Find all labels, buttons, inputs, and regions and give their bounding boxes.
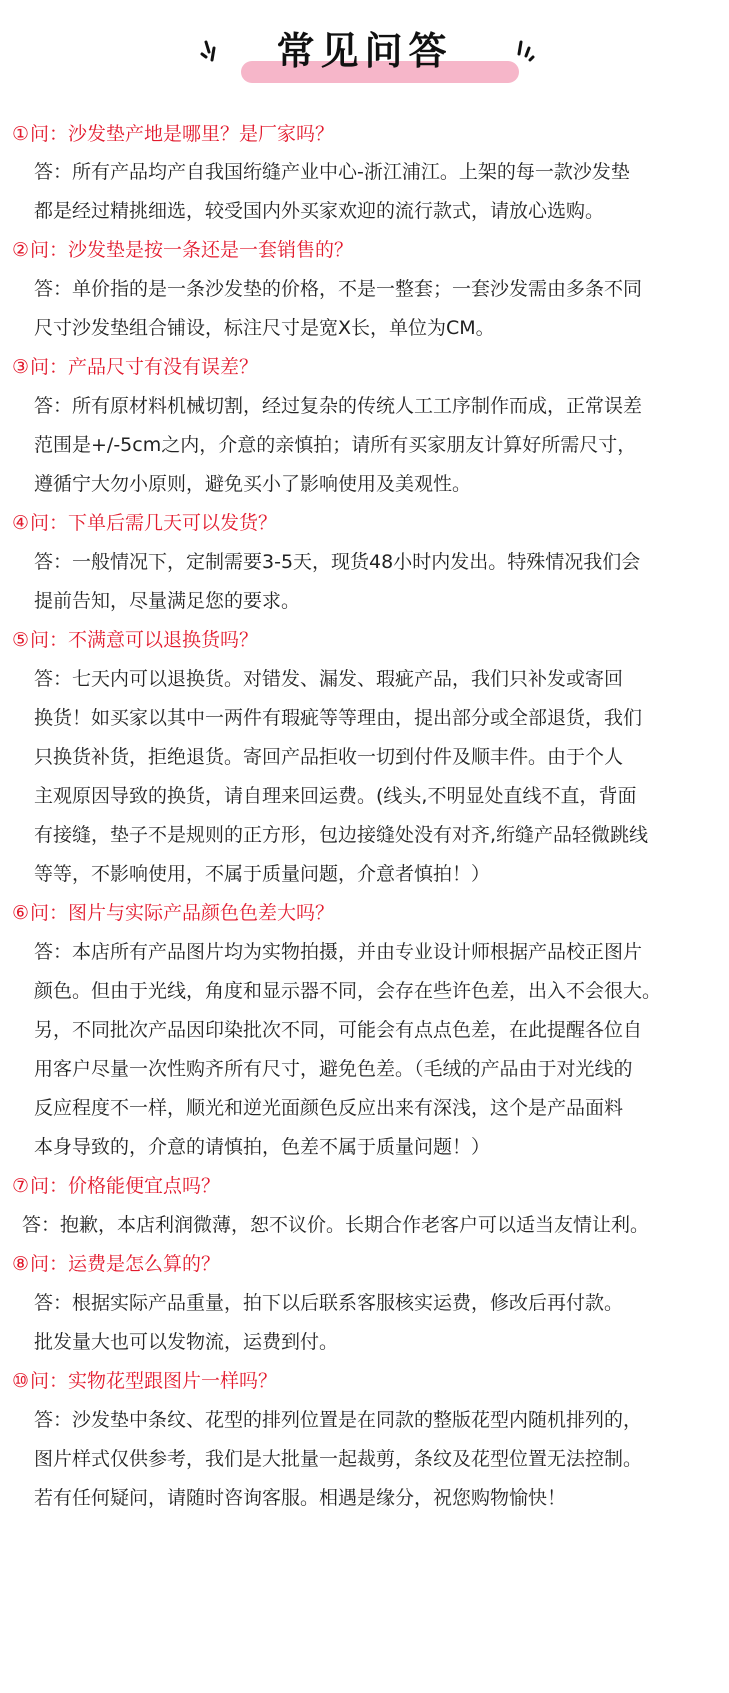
question-number: ⑤	[12, 629, 30, 651]
page-title: 常见问答	[276, 29, 453, 73]
question-text: 问：运费是怎么算的？	[30, 1253, 221, 1275]
faq-question	[12, 509, 277, 537]
answer-line: 答：沙发垫中条纹、花型的排列位置是在同款的整版花型内随机排列的，	[34, 1409, 643, 1431]
question-number: ⑧	[12, 1253, 30, 1275]
answer-line: 答：单价指的是一条沙发垫的价格，不是一整套；一套沙发需由多条不同	[34, 278, 643, 300]
answer-line: 答：根据实际产品重量，拍下以后联系客服核实运费，修改后再付款。	[34, 1292, 624, 1314]
question-text: 问：价格能便宜点吗？	[30, 1175, 221, 1197]
question-text: 问：下单后需几天可以发货？	[30, 512, 278, 534]
answer-line: 答：所有产品均产自我国绗缝产业中心-浙江浦江。上架的每一款沙发垫	[34, 161, 630, 183]
question-number: ⑩	[12, 1370, 30, 1392]
answer-line: 范围是+/-5cm之内，介意的亲慎拍；请所有买家朋友计算好所需尺寸，	[34, 434, 637, 456]
answer-line: 反应程度不一样，顺光和逆光面颜色反应出来有深浅，这个是产品面料	[34, 1097, 624, 1119]
answer-line: 本身导致的，介意的请慎拍，色差不属于质量问题！）	[34, 1136, 491, 1158]
answer-line: 都是经过精挑细选，较受国内外买家欢迎的流行款式，请放心选购。	[34, 200, 605, 222]
faq-header	[0, 0, 729, 110]
answer-line: 遵循宁大勿小原则，避免买小了影响使用及美观性。	[34, 473, 472, 495]
answer-line: 提前告知，尽量满足您的要求。	[34, 590, 301, 612]
answer-line: 答：一般情况下，定制需要3-5天，现货48小时内发出。特殊情况我们会	[34, 551, 641, 573]
answer-line: 等等，不影响使用，不属于质量问题，介意者慎拍！）	[34, 863, 491, 885]
question-number: ②	[12, 239, 30, 261]
answer-line: 有接缝，垫子不是规则的正方形，包边接缝处没有对齐,绗缝产品轻微跳线	[34, 824, 649, 846]
faq-question	[12, 353, 258, 381]
faq-question	[12, 1367, 277, 1395]
answer-line: 答：本店所有产品图片均为实物拍摄，并由专业设计师根据产品校正图片	[34, 941, 643, 963]
faq-question	[12, 236, 353, 264]
answer-line: 批发量大也可以发物流，运费到付。	[34, 1331, 339, 1353]
question-number: ③	[12, 356, 30, 378]
question-text: 问：图片与实际产品颜色色差大吗？	[30, 902, 335, 924]
question-text: 问：产品尺寸有没有误差？	[30, 356, 259, 378]
faq-question	[12, 120, 334, 148]
answer-line: 尺寸沙发垫组合铺设，标注尺寸是宽X长，单位为CM。	[34, 317, 495, 339]
question-number: ⑦	[12, 1175, 30, 1197]
sparkle-right-icon	[509, 38, 535, 68]
question-number: ①	[12, 123, 30, 145]
faq-question	[12, 899, 334, 927]
answer-line: 若有任何疑问，请随时咨询客服。相遇是缘分，祝您购物愉快！	[34, 1487, 567, 1509]
question-number: ④	[12, 512, 30, 534]
answer-line: 主观原因导致的换货，请自理来回运费。(线头,不明显处直线不直，背面	[34, 785, 637, 807]
question-text: 问：沙发垫是按一条还是一套销售的？	[30, 239, 354, 261]
answer-line: 只换货补货，拒绝退货。寄回产品拒收一切到付件及顺丰件。由于个人	[34, 746, 624, 768]
faq-question	[12, 626, 258, 654]
faq-question	[12, 1172, 220, 1200]
answer-line: 另，不同批次产品因印染批次不同，可能会有点点色差，在此提醒各位自	[34, 1019, 643, 1041]
question-text: 问：不满意可以退换货吗？	[30, 629, 259, 651]
faq-question	[12, 1250, 220, 1278]
answer-line: 颜色。但由于光线，角度和显示器不同，会存在些许色差，出入不会很大。	[34, 980, 662, 1002]
answer-line: 用客户尽量一次性购齐所有尺寸，避免色差。（毛绒的产品由于对光线的	[34, 1058, 633, 1080]
answer-line: 换货！如买家以其中一两件有瑕疵等等理由，提出部分或全部退货，我们	[34, 707, 643, 729]
answer-line: 图片样式仅供参考，我们是大批量一起裁剪，条纹及花型位置无法控制。	[34, 1448, 643, 1470]
answer-line: 答：所有原材料机械切割，经过复杂的传统人工工序制作而成，正常误差	[34, 395, 643, 417]
question-number: ⑥	[12, 902, 30, 924]
question-text: 问：沙发垫产地是哪里？是厂家吗？	[30, 123, 335, 145]
answer-line: 答：七天内可以退换货。对错发、漏发、瑕疵产品，我们只补发或寄回	[34, 668, 624, 690]
question-text: 问：实物花型跟图片一样吗？	[30, 1370, 278, 1392]
answer-line: 答：抱歉，本店利润微薄，恕不议价。长期合作老客户可以适当友情让利。	[22, 1214, 650, 1236]
